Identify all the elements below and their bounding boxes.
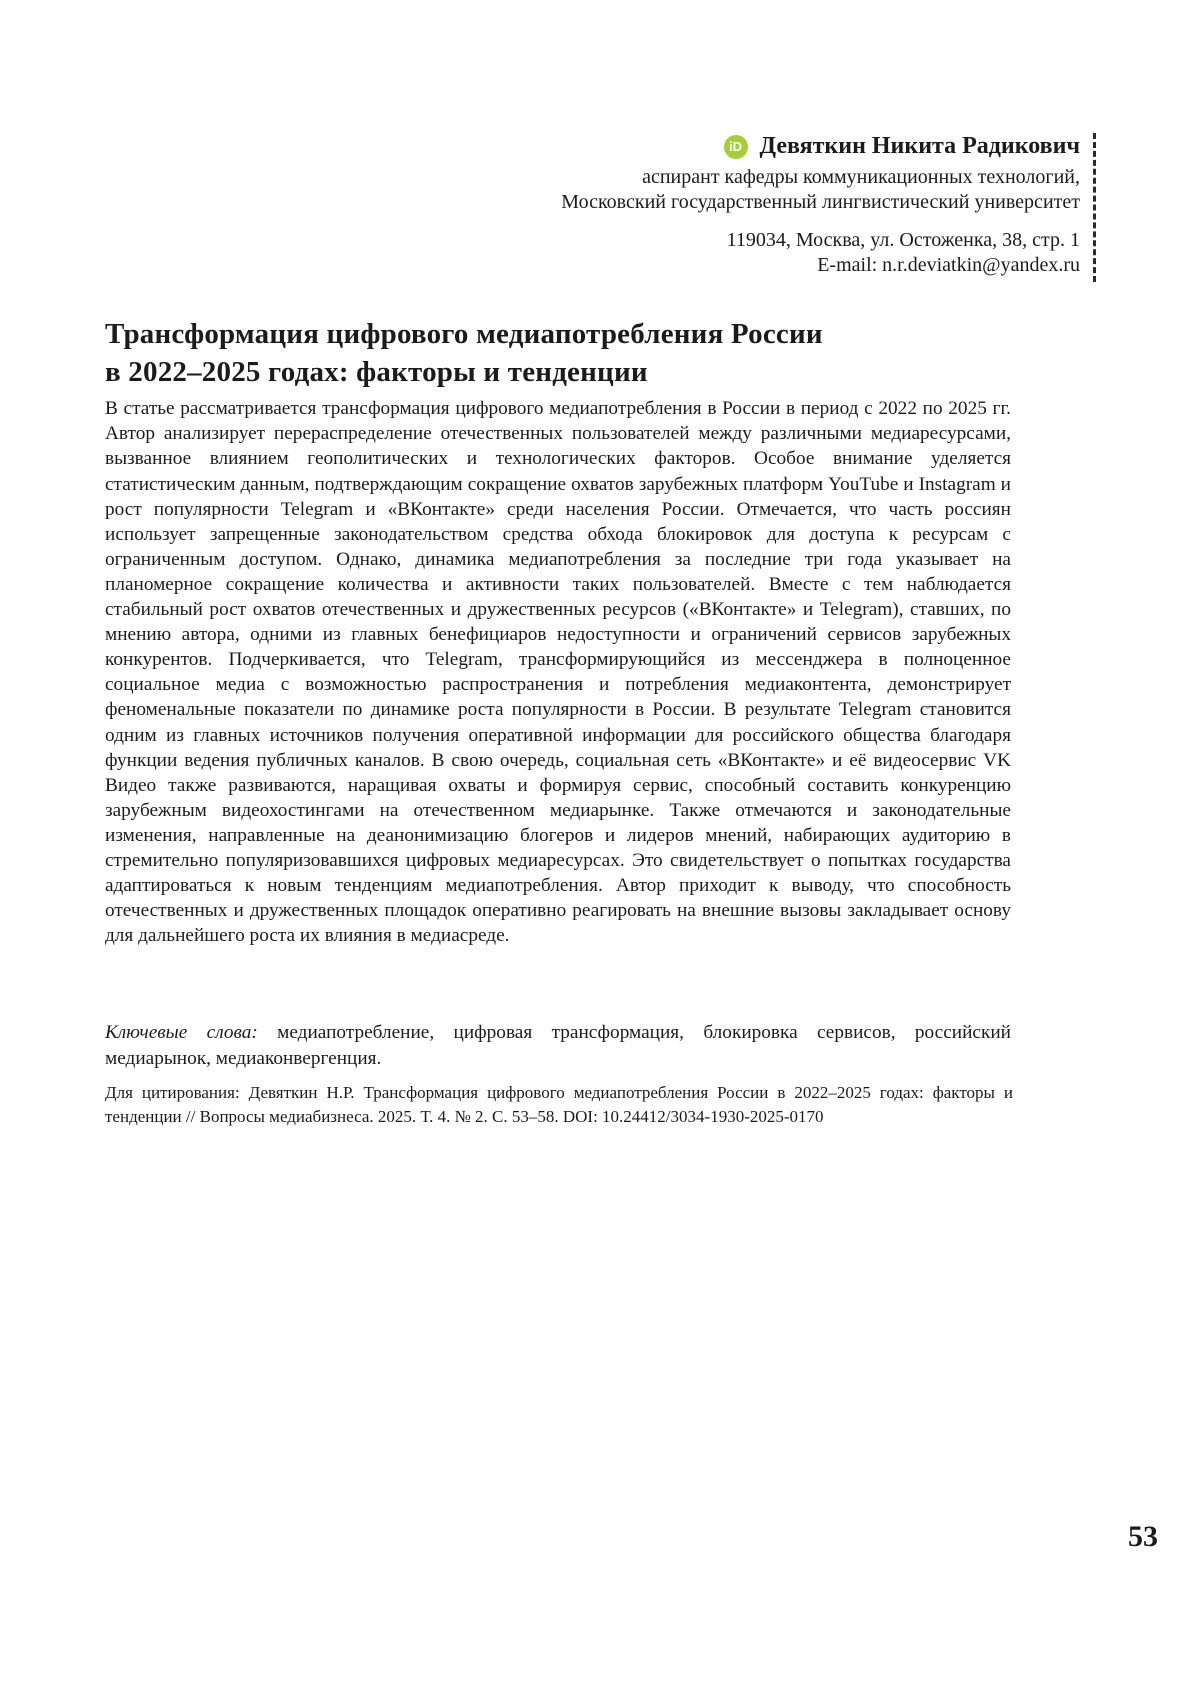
author-affiliation-line1: аспирант кафедры коммуникационных технологий, <box>642 166 1080 188</box>
author-contact-block <box>561 228 1080 278</box>
author-block <box>561 133 1096 282</box>
citation-label: Для цитирования: <box>105 1083 240 1102</box>
author-affiliation-line2: Московский государственный лингвистический университет <box>561 191 1080 213</box>
keywords-label: Ключевые слова: <box>105 1022 258 1044</box>
article-title-line2: в 2022–2025 годах: факторы и тенденции <box>105 356 648 389</box>
article-title-line1: Трансформация цифрового медиапотребления России <box>105 318 823 351</box>
citation-text: Девяткин Н.Р. Трансформация цифрового медиапотребления России в 2022–2025 годах: факторы и тенденции // Вопросы медиабизнеса. 2025. Т. 4. № 2. С. 53–58. DOI: 10.24412/3034-1930-2025-0170 <box>105 1083 1013 1126</box>
article-title <box>105 315 1025 391</box>
author-address: 119034, Москва, ул. Остоженка, 38, стр. 1 <box>726 229 1080 251</box>
orcid-icon: iD <box>724 135 748 159</box>
keywords-paragraph <box>105 1020 1011 1072</box>
author-name-row <box>561 133 1080 160</box>
keywords-text: медиапотребление, цифровая трансформация, блокировка сервисов, российский медиарынок, медиаконвергенция. <box>105 1022 1011 1070</box>
citation-paragraph <box>105 1081 1013 1129</box>
author-name: Девяткин Никита Радикович <box>759 133 1080 159</box>
author-email: E-mail: n.r.deviatkin@yandex.ru <box>817 254 1080 276</box>
page-number: 53 <box>1128 1520 1158 1553</box>
abstract-text: В статье рассматривается трансформация цифрового медиапотребления в России в период с 2022 по 2025 гг. Автор анализирует перераспределение отечественных пользователей между различными медиаресурсами, вызванное влиянием геополитических и технологических факторов. Особое внимание уделяется статистическим данным, подтверждающим сокращение охватов зарубежных платформ YouTube и Instagram и рост популярности Telegram и «ВКонтакте» среди населения России. Отмечается, что часть россиян использует запрещенные законодательством средства обхода блокировок для доступа к ресурсам с ограниченным доступом. Однако, динамика медиапотребления за последние три года указывает на планомерное сокращение количества и активности таких пользователей. Вместе с тем наблюдается стабильный рост охватов отечественных и дружественных ресурсов («ВКонтакте» и Telegram), ставших, по мнению автора, одними из главных бенефициаров недоступности и ограничений сервисов зарубежных конкурентов. Подчеркивается, что Telegram, трансформирующийся из мессенджера в полноценное социальное медиа с возможностью распространения и потребления медиаконтента, демонстрирует феноменальные показатели по динамике роста популярности в России. В результате Telegram становится одним из главных источников получения оперативной информации для российского общества благодаря функции ведения публичных каналов. В свою очередь, социальная сеть «ВКонтакте» и её видеосервис VK Видео также развиваются, наращивая охваты и формируя сервис, способный составить конкуренцию зарубежным видеохостингами на отечественном медиарынке. Также отмечаются и законодательные изменения, направленные на деанонимизацию блогеров и лидеров мнений, набирающих аудиторию в стремительно популяризовавшихся цифровых медиаресурсах. Это свидетельствует о попытках государства адаптироваться к новым тенденциям медиапотребления. Автор приходит к выводу, что способность отечественных и дружественных площадок оперативно реагировать на внешние вызовы закладывает основу для дальнейшего роста их влияния в медиасреде. <box>105 398 1011 947</box>
